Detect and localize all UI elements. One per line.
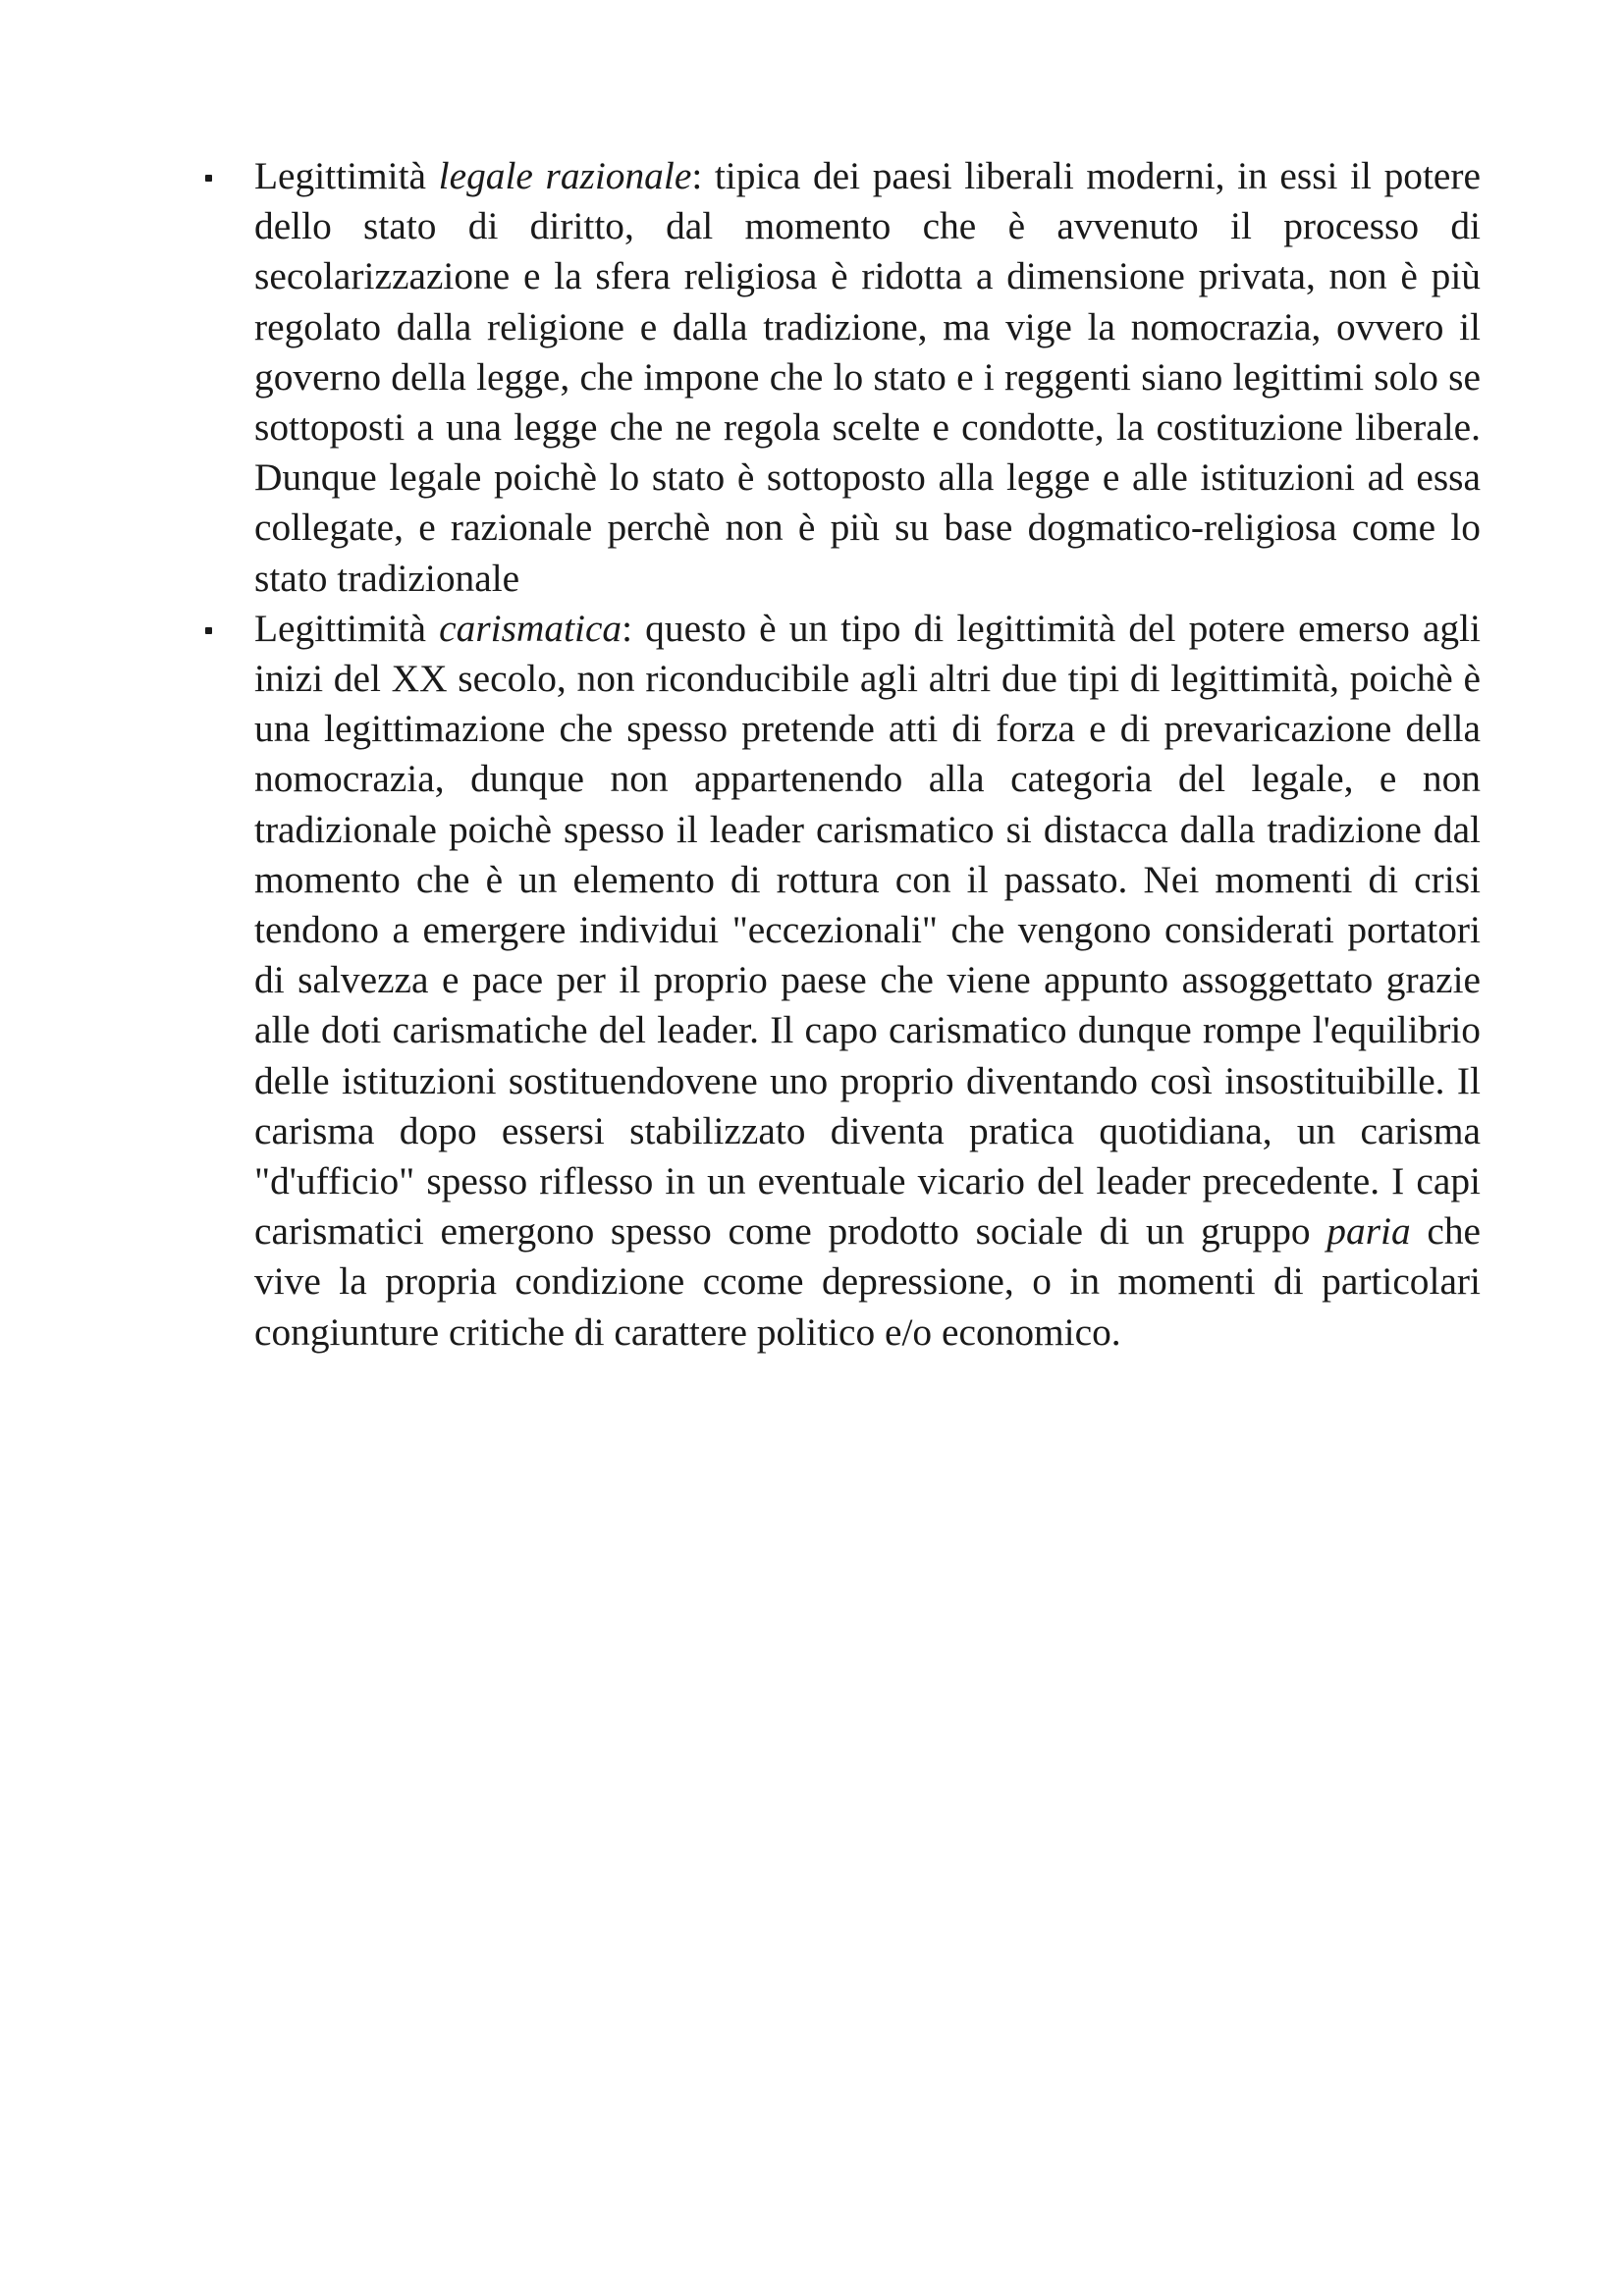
bullet-list bbox=[198, 151, 1481, 1358]
item-lead: Legittimità bbox=[254, 154, 439, 197]
item-term: legale razionale bbox=[438, 154, 692, 197]
item-body: : tipica dei paesi liberali moderni, in essi il potere dello stato di diritto, dal momento che è avvenuto il processo di secolarizzazione e la sfera religiosa è ridotta a dimensione privata, non è più regolato dalla religione e dalla tradizione, ma vige la nomocrazia, ovvero il governo della legge, che impone che lo stato e i reggenti siano legittimi solo se sottoposti a una legge che ne regola scelte e condotte, la costituzione liberale. Dunque legale poichè lo stato è sottoposto alla legge e alle istituzioni ad essa collegate, e razionale perchè non è più su base dogmatico-religiosa come lo stato tradizionale bbox=[254, 154, 1481, 600]
list-item-text bbox=[254, 154, 1481, 600]
item-term-paria: paria bbox=[1326, 1209, 1411, 1254]
bullet-icon bbox=[205, 175, 212, 182]
bullet-icon bbox=[205, 627, 212, 634]
item-body: : questo è un tipo di legittimità del potere emerso agli inizi del XX secolo, non riconducibile agli altri due tipi di legittimità, poichè è una legittimazione che spesso pretende atti di forza e di prevaricazione della nomocrazia, dunque non appartenendo alla categoria del legale, e non tradizionale poichè spesso il leader carismatico si distacca dalla tradizione dal momento che è un elemento di rottura con il passato. Nei momenti di crisi tendono a emergere individui "eccezionali" che vengono considerati portatori di salvezza e pace per il proprio paese che viene appunto assoggettato grazie alle doti carismatiche del leader. Il capo carismatico dunque rompe l'equilibrio delle istituzioni sostituendovene uno proprio diventando così insostituibille. Il carisma dopo essersi stabilizzato diventa pratica quotidiana, un carisma "d'ufficio" spesso riflesso in un eventuale vicario del leader precedente. I capi carismatici emergono spesso come prodotto sociale di un gruppo bbox=[254, 606, 1482, 1254]
item-lead: Legittimità bbox=[254, 606, 440, 650]
item-body-end: che vive la propria condizione ccome depressione, o in momenti di particolari congiunture critiche di carattere politico e/o economico. bbox=[254, 1209, 1481, 1354]
item-term: carismatica bbox=[439, 606, 622, 650]
list-item bbox=[198, 604, 1481, 1358]
list-item bbox=[198, 151, 1481, 604]
list-item-text bbox=[254, 607, 1481, 1354]
